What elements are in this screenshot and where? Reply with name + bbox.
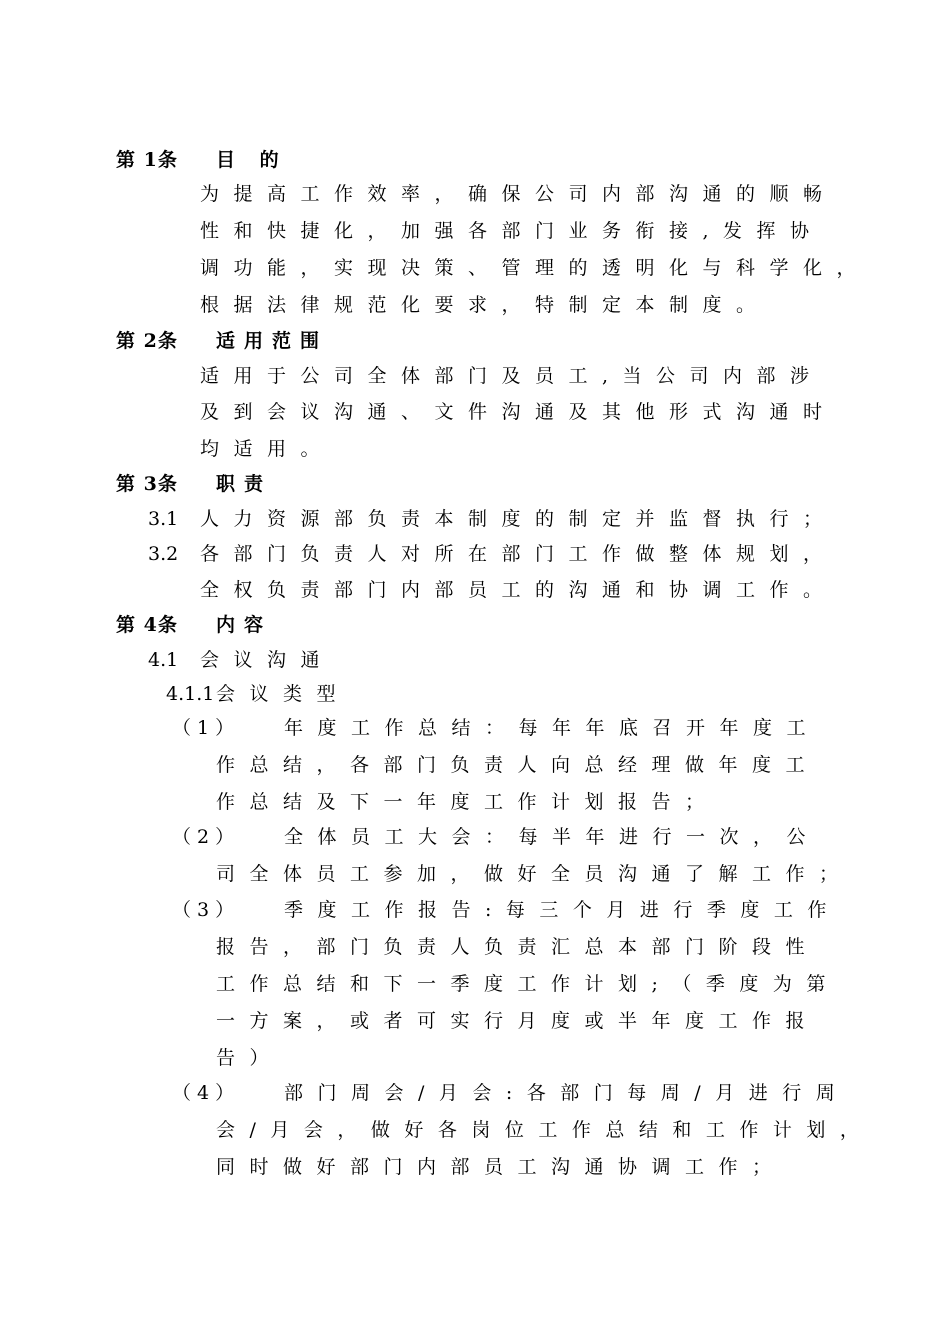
section-3-title: 职责 xyxy=(216,473,273,495)
section-2-line-1: 适用于公司全体部门及员工,当公司内部涉 xyxy=(200,365,824,387)
section-1-line-1: 为提高工作效率，确保公司内部沟通的顺畅 xyxy=(200,183,837,205)
section-4-heading xyxy=(116,613,272,637)
section-3-label: 第 3条 xyxy=(116,473,178,495)
entry-4-line-1: 部门周会/月会:各部门每周/月进行周 xyxy=(284,1082,850,1104)
section-1-label: 第 1条 xyxy=(116,149,178,171)
entry-3-line-4: 一方案，或者可实行月度或半年度工作报 xyxy=(216,1010,820,1032)
entry-4-line-2: 会/月会，做好各岗位工作总结和工作计划， xyxy=(216,1119,874,1141)
section-2-line-2: 及到会议沟通、文件沟通及其他形式沟通时 xyxy=(200,401,837,423)
section-1-line-4: 根据法律规范化要求，特制定本制度。 xyxy=(200,294,770,316)
entry-3-line-1: 季度工作报告:每三个月进行季度工作 xyxy=(284,899,841,921)
section-1-line-2: 性和快捷化，加强各部门业务衔接,发挥协 xyxy=(200,220,824,242)
item-3-2-line-2: 全权负责部门内部员工的沟通和协调工作。 xyxy=(200,579,837,601)
entry-4-number: （4） xyxy=(172,1082,241,1104)
entry-2-line-1: 全体员工大会：每半年进行一次，公 xyxy=(284,826,821,848)
section-1-heading xyxy=(116,148,288,172)
item-3-1-number: 3.1 xyxy=(148,508,179,530)
section-3-heading xyxy=(116,472,272,496)
section-2-heading xyxy=(116,329,328,353)
entry-1-line-1: 年度工作总结：每年年底召开年度工 xyxy=(284,717,821,739)
section-2-line-3: 均适用。 xyxy=(200,438,335,460)
entry-3-line-3: 工作总结和下一季度工作计划;（季度为第 xyxy=(216,973,840,995)
section-4-label: 第 4条 xyxy=(116,614,178,636)
item-3-2-line-1: 各部门负责人对所在部门工作做整体规划， xyxy=(200,543,837,565)
subsection-4-1-1-title: 会议类型 xyxy=(216,683,351,705)
entry-1-line-3: 作总结及下一年度工作计划报告； xyxy=(216,791,719,813)
item-3-1-line-1: 人力资源部负责本制度的制定并监督执行； xyxy=(200,508,837,530)
entry-3-number: （3） xyxy=(172,899,241,921)
entry-1-line-2: 作总结，各部门负责人向总经理做年度工 xyxy=(216,754,820,776)
entry-1-number: （1） xyxy=(172,717,241,739)
item-3-2-number: 3.2 xyxy=(148,543,179,565)
subsection-4-1-1-number: 4.1.1 xyxy=(166,683,215,705)
section-2-title: 适用范围 xyxy=(216,330,329,352)
section-2-label: 第 2条 xyxy=(116,330,178,352)
section-1-line-3: 调功能，实现决策、管理的透明化与科学化， xyxy=(200,257,871,279)
entry-3-line-5: 告） xyxy=(216,1047,284,1069)
subsection-4-1-title: 会议沟通 xyxy=(200,649,335,671)
entry-2-line-2: 司全体员工参加，做好全员沟通了解工作； xyxy=(216,863,853,885)
section-1-title: 目 的 xyxy=(216,149,288,171)
entry-4-line-3: 同时做好部门内部员工沟通协调工作； xyxy=(216,1156,786,1178)
entry-2-number: （2） xyxy=(172,826,241,848)
section-4-title: 内容 xyxy=(216,614,273,636)
entry-3-line-2: 报告，部门负责人负责汇总本部门阶段性 xyxy=(216,936,820,958)
subsection-4-1-number: 4.1 xyxy=(148,649,179,671)
